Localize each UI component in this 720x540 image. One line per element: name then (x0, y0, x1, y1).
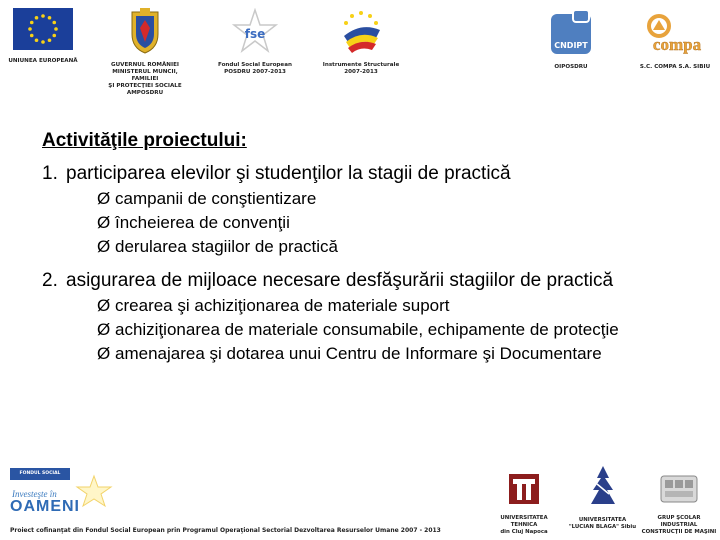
grup-scolar-caption: GRUP ŞCOLAR INDUSTRIAL CONSTRUCŢII DE MAŞINI (641, 515, 717, 535)
cndipt-logo (536, 8, 606, 71)
eu-star-icon (35, 38, 39, 42)
eu-star-icon (48, 38, 52, 42)
item-number: 2. (42, 270, 58, 291)
sub-item (97, 235, 662, 259)
instrumente-structurale-logo (316, 8, 406, 76)
compa-logo (630, 8, 720, 71)
sub-item-text: încheierea de convenţii (115, 213, 290, 232)
arrow-bullet-icon: Ø (97, 296, 111, 315)
arrow-bullet-icon: Ø (97, 237, 111, 256)
ulbs-icon (585, 464, 621, 508)
fse-band-text: FONDUL SOCIAL EUROPEAN (19, 471, 61, 488)
sub-item (97, 318, 662, 342)
utcn-icon (507, 472, 541, 506)
star-icon (74, 474, 114, 508)
investeste-text: Investeşte în (12, 489, 57, 499)
crest-icon (128, 8, 162, 54)
arrow-bullet-icon: Ø (97, 320, 111, 339)
arrow-bullet-icon: Ø (97, 189, 111, 208)
subitem-list (97, 294, 662, 366)
grup-scolar-icon (657, 472, 701, 506)
eu-star-icon (48, 16, 52, 20)
sub-item-text: achiziţionarea de materiale consumabile, echipamente de protecţie (115, 320, 619, 339)
footer (0, 462, 720, 540)
compa-caption: S.C. COMPA S.A. SIBIU (639, 64, 711, 70)
arrow-bullet-icon: Ø (97, 213, 111, 232)
ulbs-caption: UNIVERSITATEA "LUCIAN BLAGA" Sibiu (568, 517, 637, 530)
government-caption: GUVERNUL ROMÂNIEI MINISTERUL MUNCII, FAMILIEI ŞI PROTECŢIEI SOCIALE AMPOSDRU (108, 62, 182, 96)
eu-star-icon (52, 34, 56, 38)
structural-instruments-icon (336, 8, 386, 54)
eu-flag-icon (13, 8, 73, 50)
sub-item-text: campanii de conştientizare (115, 189, 317, 208)
government-crest-logo (100, 8, 190, 97)
sub-item (97, 342, 662, 366)
cofinancing-statement: Proiect cofinanţat din Fondul Social European prin Programul Operaţional Sectorial Dezvoltarea Resurselor Umane 2007 - 2013 (10, 527, 441, 534)
fse-caption: Fondul Social European POSDRU 2007-2013 (218, 62, 292, 75)
activity-item (42, 163, 662, 185)
activity-item (42, 270, 662, 292)
sub-item (97, 211, 662, 235)
sub-item (97, 294, 662, 318)
cndipt-icon (549, 8, 593, 56)
item-text: asigurarea de mijloace necesare desfăşurării stagiilor de practică (66, 270, 614, 291)
eu-star-icon (41, 14, 45, 18)
fse-logo (210, 8, 300, 76)
eu-star-icon (41, 40, 45, 44)
ulbs-logo (565, 464, 640, 531)
subitem-list (97, 187, 662, 259)
oameni-text: OAMENI (10, 498, 80, 515)
eu-flag-logo (8, 8, 78, 65)
compa-icon (637, 8, 713, 56)
eu-star-icon (28, 27, 32, 31)
eu-star-icon (52, 21, 56, 25)
header-logo-row (0, 8, 720, 103)
eu-star-icon (54, 27, 58, 31)
eu-caption: UNIUNEA EUROPEANĂ (8, 58, 78, 64)
eu-star-icon (30, 34, 34, 38)
sub-item-text: derularea stagiilor de practică (115, 237, 339, 256)
sub-item-text: crearea şi achiziţionarea de materiale suport (115, 296, 450, 315)
cndipt-mark: CNDIPT (554, 41, 588, 50)
fse-star-icon (232, 8, 278, 54)
cndipt-caption: OIPOSDRU (554, 64, 588, 70)
arrow-bullet-icon: Ø (97, 344, 111, 363)
eu-star-icon (35, 16, 39, 20)
slide-heading: Activităţile proiectului: (42, 130, 247, 151)
fse-mark: fse (244, 27, 266, 41)
sub-item (97, 187, 662, 211)
utcn-logo (488, 472, 560, 536)
fse-band (10, 468, 70, 488)
grup-scolar-logo (640, 472, 718, 536)
item-number: 1. (42, 163, 58, 184)
slide-content (42, 130, 662, 366)
item-text: participarea elevilor şi studenţilor la stagii de practică (66, 163, 511, 184)
instrumente-caption: Instrumente Structurale 2007-2013 (322, 62, 400, 75)
compa-mark: compa (652, 35, 702, 54)
utcn-caption: UNIVERSITATEA TEHNICA din Cluj Napoca (500, 515, 548, 535)
eu-star-icon (30, 21, 34, 25)
sub-item-text: amenajarea şi dotarea unui Centru de Informare şi Documentare (115, 344, 602, 363)
